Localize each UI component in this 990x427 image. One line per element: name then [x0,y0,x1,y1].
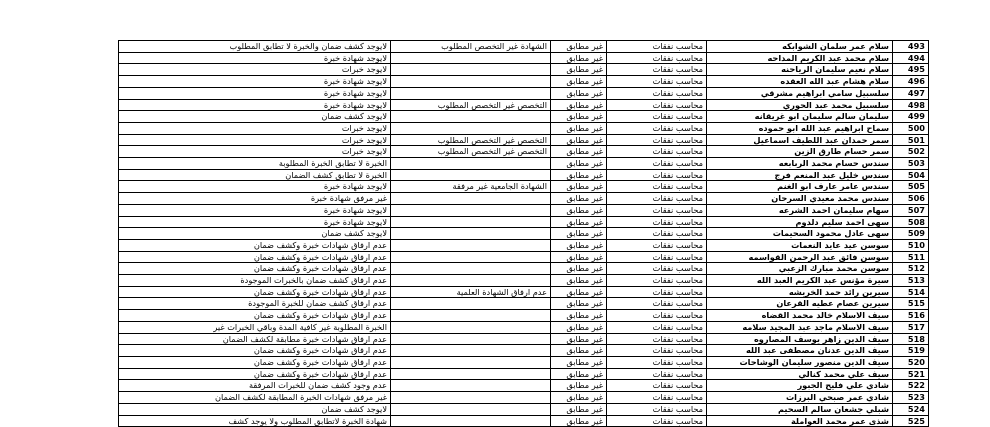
table-row [119,392,929,404]
cell-note: لايوجد شهادة خبرة [119,52,391,64]
cell-number: 512 [893,263,929,275]
cell-job: محاسب نفقات [607,310,707,322]
cell-status: غير مطابق [551,403,607,415]
cell-job: محاسب نفقات [607,122,707,134]
cell-status: غير مطابق [551,76,607,88]
cell-name: سوسن فائق عبد الرحمن القواسمه [707,251,893,263]
cell-number: 499 [893,111,929,123]
cell-name: سهى عادل محمود السحيمات [707,228,893,240]
table-row [119,415,929,427]
cell-job: محاسب نفقات [607,286,707,298]
cell-reason [391,275,551,287]
cell-note: لايوجد كشف ضمان [119,403,391,415]
cell-note: لايوجد شهادة خبرة [119,87,391,99]
cell-reason [391,392,551,404]
cell-job: محاسب نفقات [607,204,707,216]
cell-name: سندس عامر عارف ابو الغنم [707,181,893,193]
cell-job: محاسب نفقات [607,216,707,228]
cell-note: عدم ارفاق شهادات خبرة وكشف ضمان [119,286,391,298]
cell-name: سمر حسام طارق الزين [707,146,893,158]
cell-number: 506 [893,193,929,205]
cell-reason [391,321,551,333]
cell-job: محاسب نفقات [607,380,707,392]
cell-number: 511 [893,251,929,263]
cell-note: غير مرفق شهادة خبرة [119,193,391,205]
table-row [119,356,929,368]
cell-status: غير مطابق [551,263,607,275]
table-row [119,310,929,322]
cell-job: محاسب نفقات [607,146,707,158]
cell-status: غير مطابق [551,345,607,357]
cell-reason [391,310,551,322]
cell-note: عدم وجود كشف ضمان للخبرات المرفقة [119,380,391,392]
cell-name: سلام هشام عبد الله العقده [707,76,893,88]
cell-name: سيف الدين منصور سليمان الوشاحات [707,356,893,368]
cell-reason [391,228,551,240]
cell-name: سلسبيل سامي ابراهيم مشرقي [707,87,893,99]
table-row [119,204,929,216]
cell-number: 497 [893,87,929,99]
cell-status: غير مطابق [551,286,607,298]
cell-note: عدم ارفاق شهادات خبرة وكشف ضمان [119,251,391,263]
cell-number: 521 [893,368,929,380]
cell-job: محاسب نفقات [607,228,707,240]
table-row [119,193,929,205]
table-body [119,41,929,427]
cell-reason [391,87,551,99]
cell-status: غير مطابق [551,251,607,263]
cell-reason [391,169,551,181]
cell-job: محاسب نفقات [607,41,707,53]
table-row [119,76,929,88]
cell-name: سيرين رائد حمد الخريشه [707,286,893,298]
cell-reason [391,345,551,357]
cell-status: غير مطابق [551,380,607,392]
cell-number: 524 [893,403,929,415]
cell-note: عدم ارفاق شهادات خبرة وكشف ضمان [119,368,391,380]
cell-job: محاسب نفقات [607,169,707,181]
table-row [119,64,929,76]
cell-note: لايوجد خبرات [119,134,391,146]
cell-reason [391,193,551,205]
cell-job: محاسب نفقات [607,298,707,310]
cell-name: سيف الدين زاهر يوسف المصاروه [707,333,893,345]
cell-status: غير مطابق [551,111,607,123]
cell-job: محاسب نفقات [607,52,707,64]
cell-number: 501 [893,134,929,146]
cell-number: 500 [893,122,929,134]
cell-job: محاسب نفقات [607,134,707,146]
cell-status: غير مطابق [551,169,607,181]
cell-name: سلام نعيم سليمان الرياحنه [707,64,893,76]
cell-job: محاسب نفقات [607,181,707,193]
cell-name: شبلي جشعان سالم السحيم [707,403,893,415]
cell-note: شهادة الخبرة لاتطابق المطلوب ولا يوجد كشف [119,415,391,427]
cell-job: محاسب نفقات [607,356,707,368]
cell-name: سندس حسام محمد الربابعه [707,158,893,170]
table-row [119,52,929,64]
cell-status: غير مطابق [551,41,607,53]
cell-reason [391,122,551,134]
cell-note: الخبرة المطلوبة غير كافية المدة وباقي الخبرات غير [119,321,391,333]
cell-note: غير مرفق شهادات الخبرة المطابقة لكشف الضمان [119,392,391,404]
cell-number: 495 [893,64,929,76]
cell-note: لايوجد خبرات [119,64,391,76]
cell-status: غير مطابق [551,415,607,427]
cell-name: سليمان سالم سليمان ابو غريقانه [707,111,893,123]
table-row [119,216,929,228]
cell-name: سندس خليل عبد المنعم فرج [707,169,893,181]
cell-number: 503 [893,158,929,170]
table-row [119,368,929,380]
cell-name: سيرة مؤنس عبد الكريم العبد الله [707,275,893,287]
cell-status: غير مطابق [551,298,607,310]
cell-reason [391,76,551,88]
table-row [119,111,929,123]
table-row [119,41,929,53]
cell-note: لايوجد شهادة خبرة [119,181,391,193]
cell-job: محاسب نفقات [607,368,707,380]
cell-reason [391,239,551,251]
cell-job: محاسب نفقات [607,415,707,427]
cell-job: محاسب نفقات [607,76,707,88]
cell-note: عدم ارفاق شهادات خبرة مطابقة لكشف الضمان [119,333,391,345]
cell-job: محاسب نفقات [607,87,707,99]
table-row [119,321,929,333]
cell-status: غير مطابق [551,52,607,64]
cell-job: محاسب نفقات [607,321,707,333]
table-row [119,169,929,181]
table-row [119,380,929,392]
cell-reason [391,52,551,64]
cell-status: غير مطابق [551,146,607,158]
cell-number: 502 [893,146,929,158]
cell-reason [391,415,551,427]
cell-job: محاسب نفقات [607,239,707,251]
cell-name: سوسن عيد عايد النعمات [707,239,893,251]
cell-number: 520 [893,356,929,368]
cell-note: عدم ارفاق كشف ضمان للخبرة الموجودة [119,298,391,310]
cell-name: سهام سليمان احمد الشرعه [707,204,893,216]
cell-reason [391,403,551,415]
cell-note: عدم ارفاق شهادات خبرة وكشف ضمان [119,356,391,368]
cell-status: غير مطابق [551,228,607,240]
cell-status: غير مطابق [551,333,607,345]
table-row [119,251,929,263]
table-row [119,263,929,275]
cell-status: غير مطابق [551,158,607,170]
cell-name: سيف الاسلام خالد محمد القضاه [707,310,893,322]
cell-name: سلسبيل محمد عبد الحوري [707,99,893,111]
cell-status: غير مطابق [551,275,607,287]
cell-note: عدم ارفاق كشف ضمان بالخبرات الموجودة [119,275,391,287]
cell-number: 496 [893,76,929,88]
cell-status: غير مطابق [551,356,607,368]
cell-number: 505 [893,181,929,193]
cell-number: 510 [893,239,929,251]
cell-reason [391,263,551,275]
cell-note: عدم ارفاق شهادات خبرة وكشف ضمان [119,310,391,322]
cell-number: 509 [893,228,929,240]
cell-note: عدم ارفاق شهادات خبرة وكشف ضمان [119,239,391,251]
cell-job: محاسب نفقات [607,333,707,345]
cell-job: محاسب نفقات [607,193,707,205]
cell-status: غير مطابق [551,193,607,205]
cell-note: لايوجد شهادة خبرة [119,76,391,88]
cell-status: غير مطابق [551,239,607,251]
cell-name: سيف الدين عدنان مصطفى عبد الله [707,345,893,357]
cell-name: سلام عمر سلمان الشوابكه [707,41,893,53]
cell-note: لايوجد خبرات [119,146,391,158]
cell-job: محاسب نفقات [607,275,707,287]
cell-status: غير مطابق [551,181,607,193]
cell-note: لايوجد شهادة خبرة [119,204,391,216]
cell-number: 525 [893,415,929,427]
cell-status: غير مطابق [551,216,607,228]
cell-number: 513 [893,275,929,287]
cell-job: محاسب نفقات [607,111,707,123]
table-row [119,228,929,240]
cell-reason: التخصص غير التخصص المطلوب [391,134,551,146]
cell-reason [391,333,551,345]
table-row [119,333,929,345]
cell-number: 498 [893,99,929,111]
cell-status: غير مطابق [551,368,607,380]
cell-reason [391,204,551,216]
table-row [119,239,929,251]
cell-name: سمر حمدان عبد اللطيف اسماعيل [707,134,893,146]
cell-job: محاسب نفقات [607,263,707,275]
applicants-sheet [118,40,928,427]
cell-reason: الشهادة غير التخصص المطلوب [391,41,551,53]
cell-reason [391,251,551,263]
cell-number: 523 [893,392,929,404]
cell-job: محاسب نفقات [607,158,707,170]
cell-reason: التخصص غير التخصص المطلوب [391,99,551,111]
cell-number: 508 [893,216,929,228]
cell-note: عدم ارفاق شهادات خبرة وكشف ضمان [119,263,391,275]
cell-number: 522 [893,380,929,392]
table-row [119,122,929,134]
cell-status: غير مطابق [551,310,607,322]
cell-status: غير مطابق [551,122,607,134]
cell-name: سهى احمد سليم دلدوم [707,216,893,228]
cell-name: سيف علي محمد كنالي [707,368,893,380]
cell-note: لايوجد كشف ضمان والخبرة لا تطابق المطلوب [119,41,391,53]
cell-job: محاسب نفقات [607,251,707,263]
table-row [119,286,929,298]
cell-number: 504 [893,169,929,181]
cell-status: غير مطابق [551,134,607,146]
table-row [119,345,929,357]
cell-reason [391,368,551,380]
table-row [119,99,929,111]
cell-number: 493 [893,41,929,53]
table-row [119,87,929,99]
cell-note: الخبرة لا تطابق كشف الضمان [119,169,391,181]
cell-name: سندس محمد معيدي السرحان [707,193,893,205]
table-row [119,181,929,193]
cell-name: سيف الاسلام ماجد عبد المجيد سلامه [707,321,893,333]
cell-reason [391,298,551,310]
cell-note: لايوجد كشف ضمان [119,111,391,123]
cell-note: الخبرة لا تطابق الخبرة المطلوبة [119,158,391,170]
cell-number: 518 [893,333,929,345]
cell-note: لايوجد شهادة خبرة [119,99,391,111]
cell-reason [391,380,551,392]
cell-name: سيرين عصام عطيه القرعان [707,298,893,310]
cell-status: غير مطابق [551,99,607,111]
cell-reason: عدم ارفاق الشهادة العلمية [391,286,551,298]
cell-reason [391,64,551,76]
cell-note: لايوجد شهادة خبرة [119,216,391,228]
cell-name: شادي علي فليح الجبور [707,380,893,392]
cell-number: 519 [893,345,929,357]
cell-number: 516 [893,310,929,322]
cell-number: 515 [893,298,929,310]
cell-number: 517 [893,321,929,333]
cell-job: محاسب نفقات [607,345,707,357]
cell-job: محاسب نفقات [607,403,707,415]
cell-name: سماح ابراهيم عبد الله ابو حموده [707,122,893,134]
table-row [119,158,929,170]
cell-reason [391,158,551,170]
table-row [119,134,929,146]
table-row [119,275,929,287]
cell-status: غير مطابق [551,204,607,216]
cell-name: سلام محمد عبد الكريم المداحه [707,52,893,64]
cell-status: غير مطابق [551,392,607,404]
cell-name: شادي عمر صبحي البرزات [707,392,893,404]
applicants-table [118,40,929,427]
table-row [119,403,929,415]
cell-job: محاسب نفقات [607,64,707,76]
cell-name: سوسن محمد مبارك الزعبي [707,263,893,275]
cell-note: لايوجد كشف ضمان [119,228,391,240]
cell-job: محاسب نفقات [607,392,707,404]
cell-number: 494 [893,52,929,64]
cell-reason [391,356,551,368]
cell-note: لايوجد خبرات [119,122,391,134]
cell-name: شذى عمر محمد العواملة [707,415,893,427]
table-row [119,146,929,158]
cell-reason: الشهادة الجامعية غير مرفقة [391,181,551,193]
cell-job: محاسب نفقات [607,99,707,111]
cell-status: غير مطابق [551,321,607,333]
cell-reason: التخصص غير التخصص المطلوب [391,146,551,158]
cell-note: عدم ارفاق شهادات خبرة وكشف ضمان [119,345,391,357]
cell-number: 514 [893,286,929,298]
cell-status: غير مطابق [551,87,607,99]
cell-status: غير مطابق [551,64,607,76]
cell-number: 507 [893,204,929,216]
cell-reason [391,216,551,228]
cell-reason [391,111,551,123]
table-row [119,298,929,310]
